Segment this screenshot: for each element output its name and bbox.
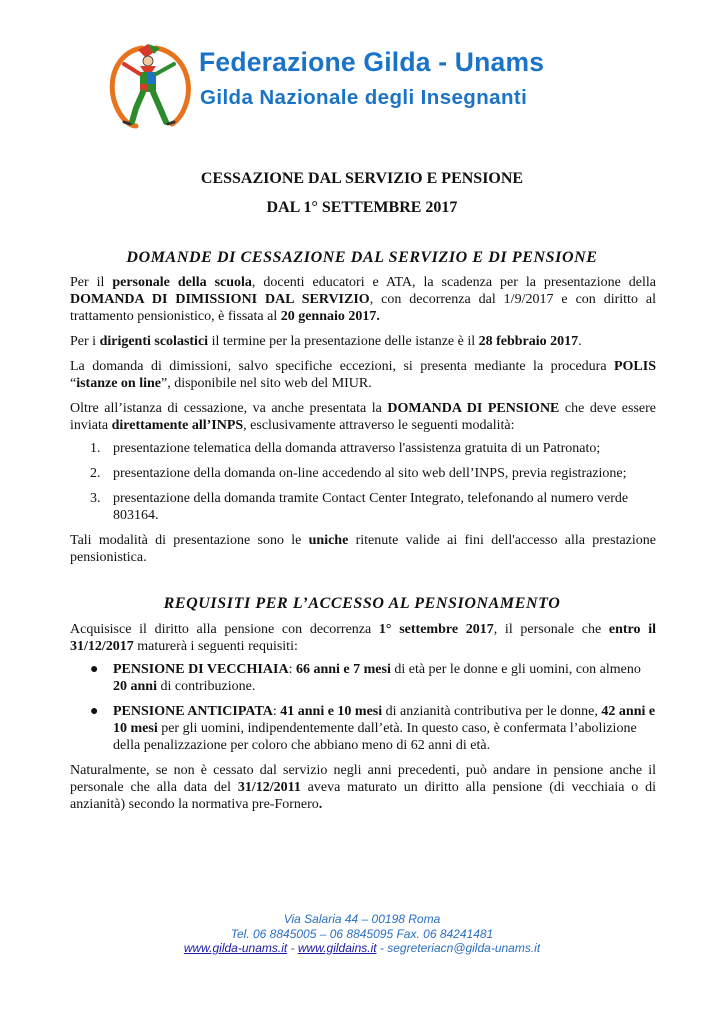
org-title: Federazione Gilda - Unams	[199, 47, 545, 77]
footer-address: Via Salaria 44 – 00198 Roma	[283, 912, 441, 926]
paragraph-scadenza-personale: Per il personale della scuola, docenti educatori e ATA, la scadenza per la presentazione della DOMANDA DI DIMISSIONI DAL SERVIZIO, con decorrenza dal 1/9/2017 e con diritto al trattamento pensionistico, è fissata al 20 gennaio 2017.	[70, 275, 656, 324]
paragraph-modalita-uniche: Tali modalità di presentazione sono le uniche ritenute valide ai fini dell'accesso alla prestazione pensionistica.	[70, 533, 656, 565]
document-title-line1: CESSAZIONE DAL SERVIZIO E PENSIONE	[200, 170, 524, 187]
section-heading-domande: DOMANDE DI CESSAZIONE DAL SERVIZIO E DI PENSIONE	[126, 249, 598, 266]
paragraph-acquisisce: Acquisisce il diritto alla pensione con decorrenza 1° settembre 2017, il personale che entro il 31/12/2017 maturerà i seguenti requisiti:	[70, 622, 656, 654]
list-item: 1. presentazione telematica della domanda attraverso l'assistenza gratuita di un Patronato;	[90, 441, 601, 456]
paragraph-polis: La domanda di dimissioni, salvo specifiche eccezioni, si presenta mediante la procedura POLIS “istanze on line”, disponibile nel sito web del MIUR.	[70, 359, 656, 391]
link-gildains[interactable]: www.gildains.it	[297, 941, 377, 955]
section-domande-body	[70, 274, 656, 574]
bullet-icon: ●	[90, 662, 99, 677]
list-item: ● PENSIONE DI VECCHIAIA: 66 anni e 7 mesi di età per le donne e gli uomini, con almeno 20 anni di contribuzione.	[90, 662, 641, 694]
section-requisiti-body	[70, 621, 656, 821]
list-item: 2. presentazione della domanda on-line accedendo al sito web dell’INPS, previa registrazione;	[90, 466, 627, 481]
list-item: ● PENSIONE ANTICIPATA: 41 anni e 10 mesi di anzianità contributiva per le donne, 42 anni e 10 mesi per gli uomini, indipendentemente dall’età. In questo caso, è confermata l’abolizione della penalizzazione per coloro che abbiano meno di 62 anni di età.	[90, 704, 656, 753]
footer-links: www.gilda-unams.it - www.gildains.it - segreteriacn@gilda-unams.it	[183, 941, 541, 955]
bullet-icon: ●	[90, 704, 99, 719]
section-heading-requisiti: REQUISITI PER L’ACCESSO AL PENSIONAMENTO	[163, 595, 561, 612]
modalita-list	[70, 440, 656, 524]
list-item: 3. presentazione della domanda tramite Contact Center Integrato, telefonando al numero verde 803164.	[90, 491, 629, 523]
document-title-line2: DAL 1° SETTEMBRE 2017	[266, 199, 458, 216]
footer-email[interactable]: segreteriacn@gilda-unams.it	[387, 941, 541, 955]
paragraph-pre-fornero: Naturalmente, se non è cessato dal servizio negli anni precedenti, può andare in pensione anche il personale che alla data del 31/12/2011 aveva maturato un diritto alla pensione (di vecchiaia o di anzianità) secondo la normativa pre-Fornero.	[70, 763, 656, 812]
link-gilda-unams[interactable]: www.gilda-unams.it	[183, 941, 288, 955]
requisiti-list	[70, 661, 656, 754]
footer-phones: Tel. 06 8845005 – 06 8845095 Fax. 06 84241481	[230, 926, 494, 941]
gilda-logo-icon	[102, 42, 198, 130]
footer	[0, 912, 724, 956]
paragraph-domanda-pensione: Oltre all’istanza di cessazione, va anche presentata la DOMANDA DI PENSIONE che deve essere inviata direttamente all’INPS, esclusivamente attraverso le seguenti modalità:	[70, 401, 657, 433]
org-subtitle: Gilda Nazionale degli Insegnanti	[200, 86, 528, 109]
paragraph-dirigenti: Per i dirigenti scolastici il termine per la presentazione delle istanze è il 28 febbraio 2017.	[70, 334, 582, 349]
